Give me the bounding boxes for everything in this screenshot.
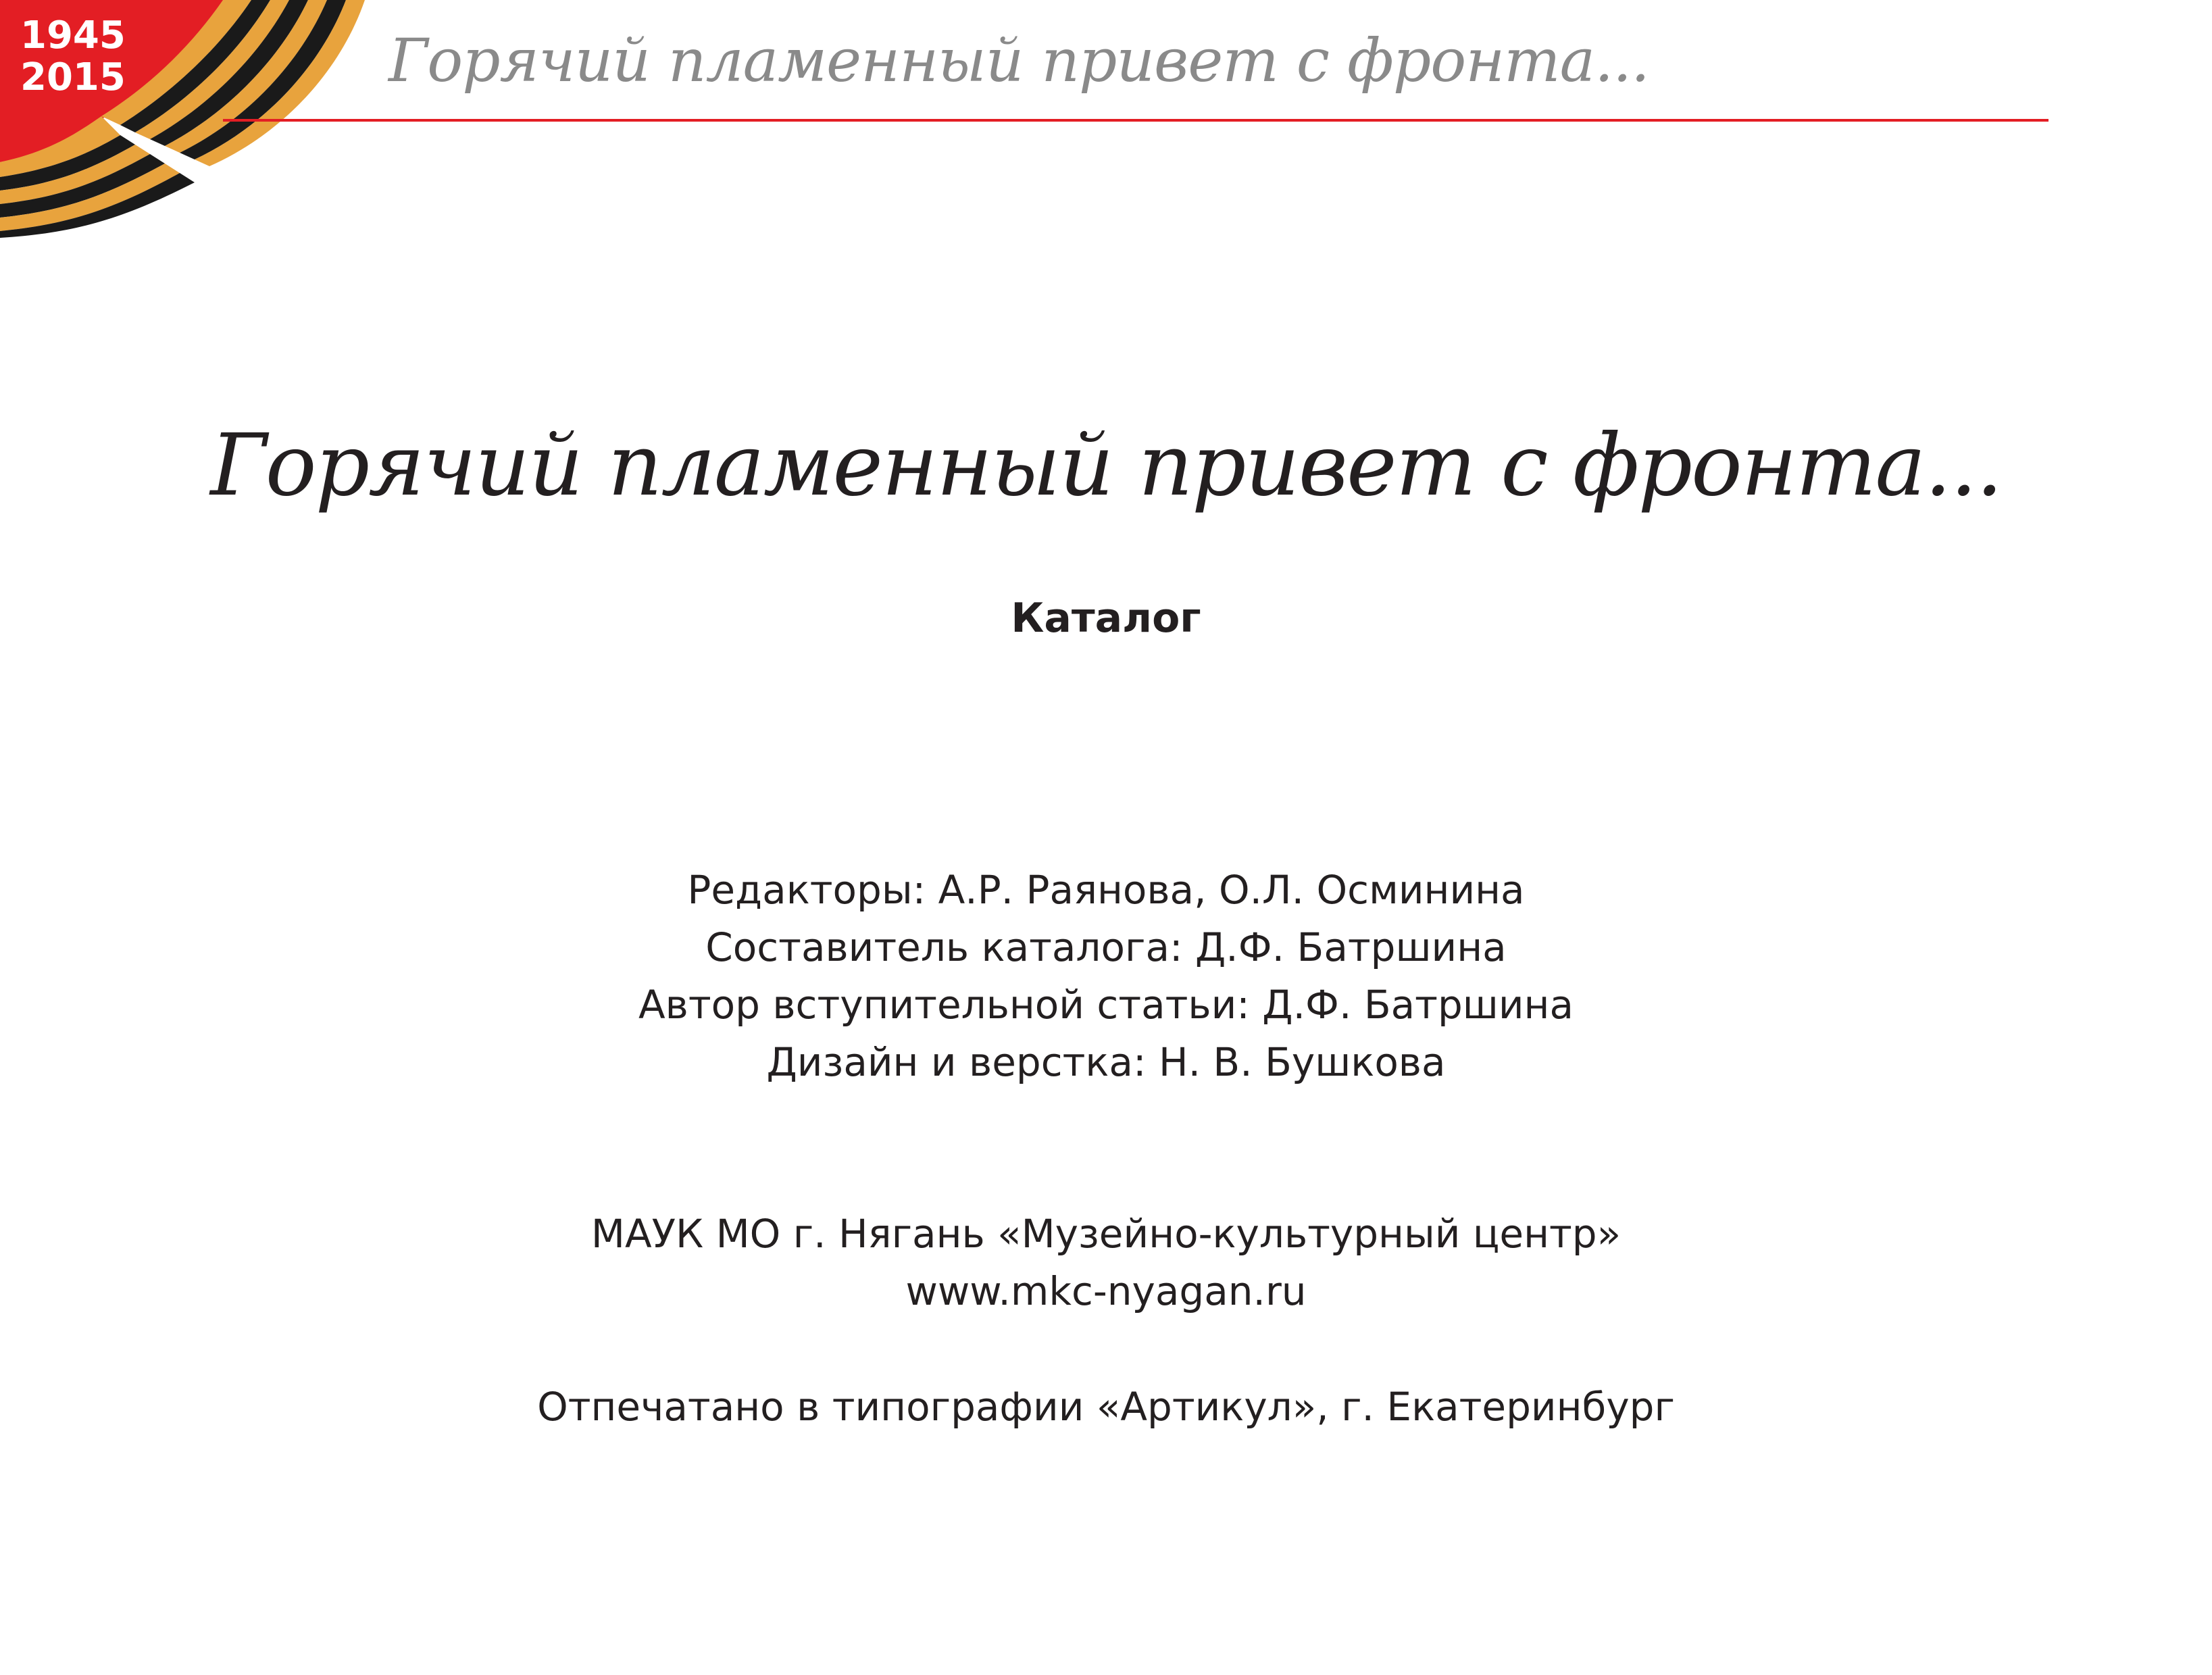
credit-editors: Редакторы: А.Р. Раянова, О.Л. Осминина: [687, 867, 1525, 913]
year-start: 1945: [20, 14, 126, 57]
year-badge: [20, 15, 135, 99]
page-title: Горячий пламенный привет с фронта...: [210, 416, 2002, 515]
credits-block: [0, 861, 2212, 1091]
credit-compiler: Составитель каталога: Д.Ф. Батршина: [705, 924, 1507, 970]
year-end: 2015: [20, 55, 126, 99]
header-divider: [223, 119, 2048, 122]
credit-design: Дизайн и верстка: Н. В. Бушкова: [766, 1039, 1446, 1085]
page-subtitle: Каталог: [1011, 595, 1201, 642]
running-header-title: Горячий пламенный привет с фронта...: [388, 26, 1650, 95]
organization-name: МАУК МО г. Нягань «Музейно-культурный центр»: [590, 1211, 1622, 1257]
credit-intro-author: Автор вступительной статьи: Д.Ф. Батршина: [638, 982, 1574, 1028]
printer-note: Отпечатано в типографии «Артикул», г. Екатеринбург: [537, 1384, 1675, 1430]
organization-website: www.mkc-nyagan.ru: [905, 1268, 1307, 1314]
organization-block: [0, 1205, 2212, 1320]
